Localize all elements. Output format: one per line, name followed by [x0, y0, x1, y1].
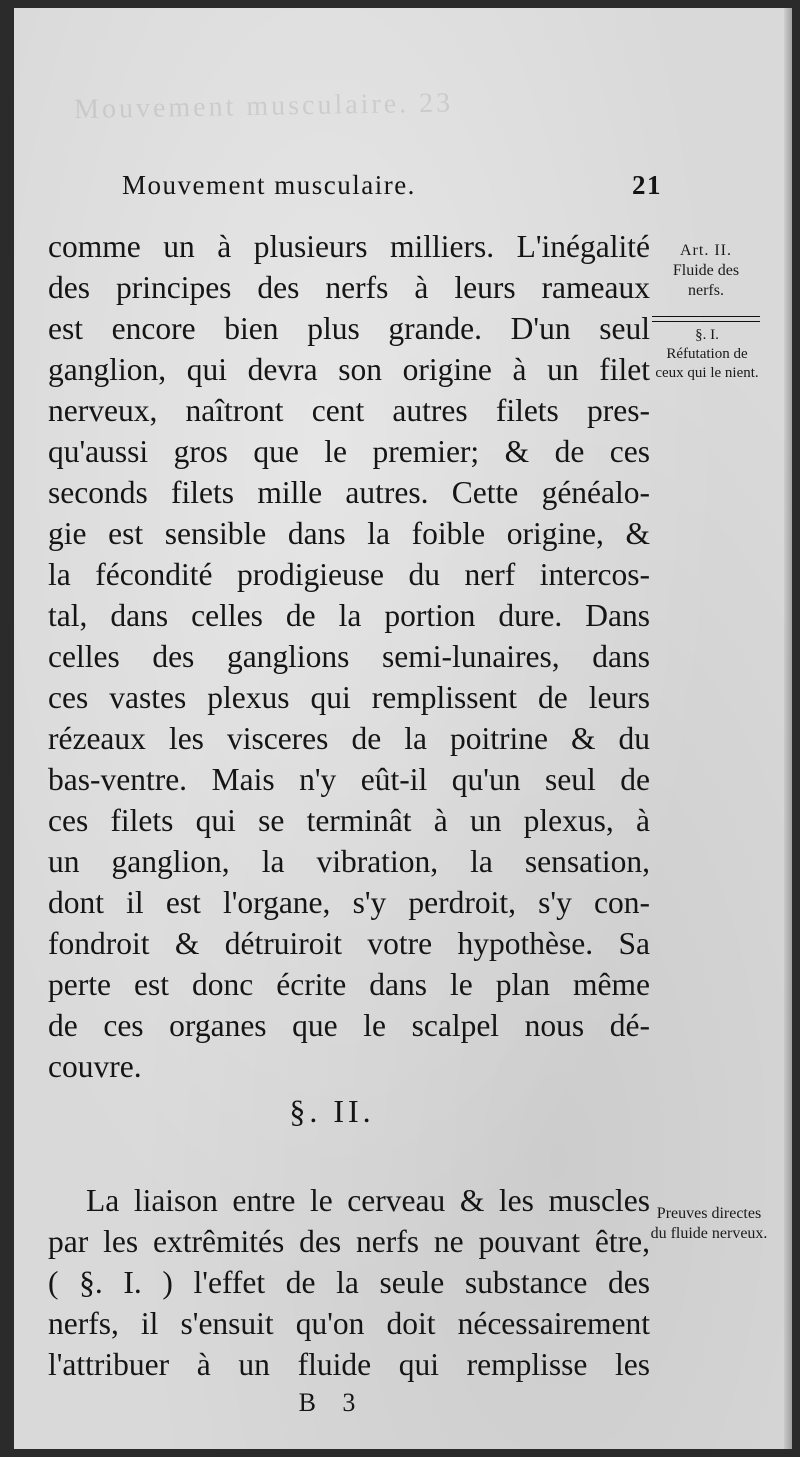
text-line: ces vastes plexus qui remplissent de leurs [48, 680, 650, 715]
text-line: comme un à plusieurs milliers. L'inégalité [48, 229, 650, 264]
text-line: seconds filets mille autres. Cette généalo- [48, 475, 650, 510]
paragraph-2 [48, 1180, 650, 1385]
text-line: tal, dans celles de la portion dure. Dans [48, 598, 650, 633]
page-number: 21 [632, 170, 662, 200]
text-line: fondroit & détruiroit votre hypothèse. Sa [48, 926, 650, 961]
margin-note-article-subject: Fluide des nerfs. [672, 262, 740, 299]
margin-double-rule [652, 316, 760, 322]
text-line: de ces organes que le scalpel nous dé- [48, 1008, 650, 1043]
margin-note-article-number: Art. II. [680, 242, 732, 259]
text-line: dont il est l'organe, s'y perdroit, s'y con- [48, 885, 650, 920]
text-line: bas-ventre. Mais n'y eût-il qu'un seul de [48, 762, 650, 797]
text-line: La liaison entre le cerveau & les muscles [86, 1183, 650, 1218]
running-head-title: Mouvement musculaire. [122, 170, 416, 200]
page-edge-shadow [784, 8, 792, 1449]
bleed-through-text: Mouvement musculaire. 23 [73, 87, 454, 126]
running-head [122, 170, 662, 210]
text-line: est encore bien plus grande. D'un seul [48, 311, 650, 346]
book-page [14, 8, 792, 1449]
text-line: nerfs, il s'ensuit qu'on doit nécessairement [48, 1306, 650, 1341]
text-line: l'attribuer à un fluide qui remplisse les [48, 1347, 650, 1382]
text-line: perte est donc écrite dans le plan même [48, 967, 650, 1002]
margin-note-refutation-text: Réfutation de ceux qui le nient. [655, 346, 759, 381]
text-line: ces filets qui se terminât à un plexus, à [48, 803, 650, 838]
margin-note-article [654, 241, 758, 301]
text-line: rézeaux les visceres de la poitrine & du [48, 721, 650, 756]
signature-mark: B 3 [298, 1388, 366, 1417]
paragraph-1 [48, 226, 650, 1087]
section-heading: §. II. [289, 1093, 375, 1129]
margin-note-refutation [652, 326, 762, 383]
margin-note-proofs: Preuves directes du fluide nerveux. [650, 1205, 768, 1242]
text-line: la fécondité prodigieuse du nerf intercos- [48, 557, 650, 592]
text-line: un ganglion, la vibration, la sensation, [48, 844, 650, 879]
text-line: par les extrêmités des nerfs ne pouvant être, [48, 1224, 650, 1259]
text-line: celles des ganglions semi-lunaires, dans [48, 639, 650, 674]
text-line: ganglion, qui devra son origine à un filet [48, 352, 650, 387]
text-line: gie est sensible dans la foible origine, & [48, 516, 650, 551]
text-line: couvre. [48, 1049, 142, 1084]
text-line: ( §. I. ) l'effet de la seule substance des [48, 1265, 650, 1300]
text-line: qu'aussi gros que le premier; & de ces [48, 434, 650, 469]
text-line: nerveux, naîtront cent autres filets pres- [48, 393, 650, 428]
margin-note-section-ref: §. I. [695, 327, 719, 343]
text-line: des principes des nerfs à leurs rameaux [48, 270, 650, 305]
